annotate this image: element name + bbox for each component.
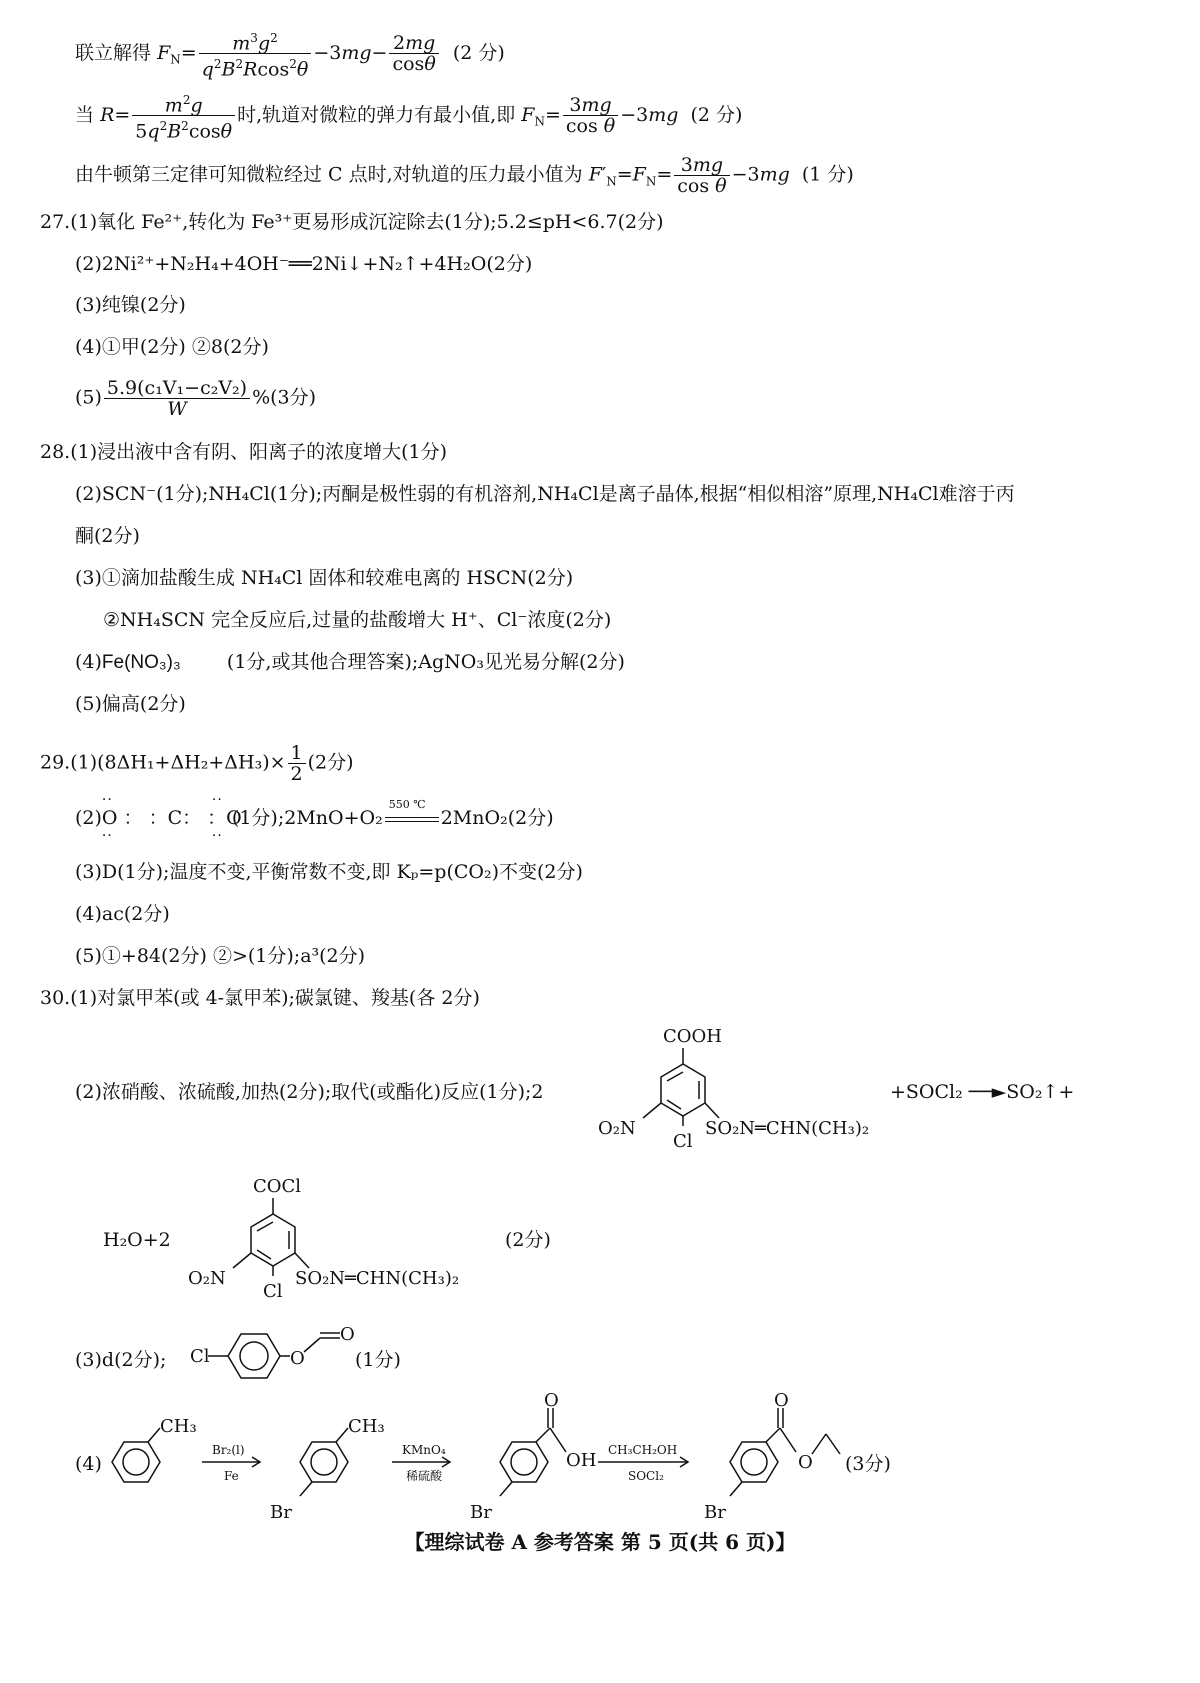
bond xyxy=(705,1103,719,1118)
step3-reagent: CH₃CH₂OH xyxy=(608,1443,678,1457)
bond xyxy=(826,1434,840,1454)
equal-bar xyxy=(385,817,439,818)
q29-p2-condition: 550 ℃ xyxy=(388,798,426,811)
q27-part-2: (2)2Ni²⁺+N₂H₄+4OH⁻══2Ni↓+N₂↑+4H₂O(2分) xyxy=(75,253,533,275)
cl-label: Cl xyxy=(263,1281,283,1302)
br-label: Br xyxy=(704,1502,726,1523)
physics-l2-middle: 时,轨道对微粒的弹力有最小值,即 xyxy=(237,103,516,126)
reaction-arrow xyxy=(383,798,441,831)
reactant-structure xyxy=(595,1022,895,1172)
q30-part-3-score: (1分) xyxy=(355,1349,401,1371)
physics-l1-score: (2 分) xyxy=(452,41,505,64)
bond xyxy=(780,1428,796,1452)
bond xyxy=(536,1428,550,1442)
no2-label: O₂N xyxy=(598,1118,636,1139)
cl-label: Cl xyxy=(673,1131,693,1152)
q30-part-2-prefix: (2)浓硝酸、浓硫酸,加热(2分);取代(或酯化)反应(1分);2 xyxy=(75,1081,544,1103)
so2-label: SO₂N═CHN(CH₃)₂ xyxy=(295,1268,460,1289)
q30-line-1 xyxy=(40,986,480,1010)
bond xyxy=(148,1428,160,1442)
q28-part-5: (5)偏高(2分) xyxy=(75,693,186,715)
bond xyxy=(812,1434,826,1454)
o-label: O xyxy=(774,1390,789,1411)
q27-part-3: (3)纯镍(2分) xyxy=(75,294,186,316)
step2-reagent: KMnO₄ xyxy=(402,1443,446,1457)
physics-l1-prefix: 联立解得 xyxy=(75,41,152,64)
q28-p4-suffix: (1分,或其他合理答案);AgNO₃见光易分解(2分) xyxy=(226,651,625,673)
aromatic-circle xyxy=(511,1449,537,1475)
q28-part-2a: (2)SCN⁻(1分);NH₄Cl(1分);丙酮是极性弱的有机溶剂,NH₄Cl是离子晶体,根据“相似相溶”原理,NH₄Cl难溶于丙 xyxy=(75,483,1015,505)
step2-condition: 稀硫酸 xyxy=(406,1469,443,1483)
q28-part-1: (1)浸出液中含有阴、阳离子的浓度增大(1分) xyxy=(70,441,448,463)
q29-p2-prefix: (2) xyxy=(75,807,102,829)
q30-number: 30. xyxy=(40,987,71,1009)
oh-label: OH xyxy=(566,1450,597,1471)
physics-line-1: 联立解得 $F_N=$ $\frac{m^3g^2}{q^2B^2Rcos^2\theta}$ −3mg− $\frac{2mg}{\cos\theta}$ (2 分) xyxy=(75,28,505,80)
ch3-label: CH₃ xyxy=(348,1416,385,1437)
bond xyxy=(730,1482,742,1496)
co2-electron-dot-formula: ·· ·· ·· ·· O ： ：C： ：O xyxy=(102,806,232,830)
physics-l3-prefix: 由牛顿第三定律可知微粒经过 C 点时,对轨道的压力最小值为 xyxy=(75,163,583,186)
q27-part-5 xyxy=(75,378,316,419)
bond xyxy=(295,1253,309,1268)
physics-l2-prefix: 当 xyxy=(75,103,95,126)
q27-p5-denominator: W xyxy=(167,398,187,420)
q27-p5-suffix: %(3分) xyxy=(252,386,317,409)
physics-l2-score: (2 分) xyxy=(690,103,743,126)
q29-part-2 xyxy=(75,792,554,844)
cocl-label: COCl xyxy=(253,1176,302,1197)
q27-p5-numerator: 5.9(c₁V₁−c₂V₂) xyxy=(104,378,250,399)
q27-number: 27. xyxy=(40,211,71,233)
q27-part-1: (1)氧化 Fe²⁺,转化为 Fe³⁺更易形成沉淀除去(1分);5.2≤pH<6.7(2分) xyxy=(70,211,664,233)
q29-number: 29. xyxy=(40,751,71,774)
q29-p1-prefix: (1)(8ΔH₁+ΔH₂+ΔH₃)× xyxy=(70,751,286,774)
benzene-ring xyxy=(500,1442,548,1482)
q30-part-1: (1)对氯甲苯(或 4-氯甲苯);碳氯键、羧基(各 2分) xyxy=(70,987,480,1009)
no2-label: O₂N xyxy=(188,1268,226,1289)
aromatic-circle xyxy=(741,1449,767,1475)
bond xyxy=(766,1428,780,1442)
aromatic-circle xyxy=(123,1449,149,1475)
q30-part-3-prefix: (3)d(2分); xyxy=(75,1349,167,1371)
q29-p2-mid: (1分);2MnO+O₂ xyxy=(231,807,383,829)
q28-part-4 xyxy=(75,650,625,675)
step1-catalyst: Fe xyxy=(224,1469,239,1483)
page-footer: 【理综试卷 A 参考答案 第 5 页(共 6 页)】 xyxy=(404,1530,796,1554)
aromatic-circle xyxy=(240,1342,268,1370)
aromatic-circle xyxy=(311,1449,337,1475)
q30-part-4-prefix: (4) xyxy=(75,1453,102,1475)
bond xyxy=(233,1253,251,1268)
q28-part-3b: ②NH₄SCN 完全反应后,过量的盐酸增大 H⁺、Cl⁻浓度(2分) xyxy=(103,609,612,631)
bond xyxy=(667,1072,683,1081)
q28-part-2b: 酮(2分) xyxy=(75,525,140,547)
q28-line-1 xyxy=(40,440,447,464)
q28-p4-formula: Fe(NO₃)₃ xyxy=(101,652,181,673)
ch3-label: CH₃ xyxy=(160,1416,197,1437)
bond xyxy=(257,1222,273,1231)
q29-p1-denominator: 2 xyxy=(290,763,303,785)
q29-p1-numerator: 1 xyxy=(288,743,306,764)
o-label: O xyxy=(290,1348,305,1369)
br-label: Br xyxy=(470,1502,492,1523)
o-label: O xyxy=(340,1324,355,1345)
o-label: O xyxy=(798,1452,813,1473)
q27-line-1 xyxy=(40,210,664,234)
o-label: O xyxy=(544,1390,559,1411)
q29-part-4: (4)ac(2分) xyxy=(75,903,170,925)
product-structure xyxy=(185,1172,505,1322)
q30-part-4-score: (3分) xyxy=(845,1453,891,1475)
lone-pair-dots: ·· xyxy=(101,792,113,808)
bond xyxy=(304,1338,320,1352)
synthesis-route xyxy=(100,1390,940,1530)
lone-pair-dots: ·· xyxy=(101,828,113,844)
q29-p1-suffix: (2分) xyxy=(307,751,354,774)
bond xyxy=(500,1482,512,1496)
q29-p1-fraction xyxy=(288,743,306,784)
bond xyxy=(643,1103,661,1118)
benzene-ring xyxy=(228,1334,280,1378)
q29-line-1 xyxy=(40,743,354,784)
lone-pair-dots: ·· xyxy=(211,828,223,844)
q30-part-2-right: +SOCl₂ ──►SO₂↑+ xyxy=(890,1081,1075,1103)
physics-line-3: 由牛顿第三定律可知微粒经过 C 点时,对轨道的压力最小值为 $F'_N=F_N=$ $\frac{3mg}{\text{cos θ}}$ −3mg (1 分) xyxy=(75,154,854,197)
step1-reagent: Br₂(l) xyxy=(212,1443,245,1457)
q30-part-2-continuation: H₂O+2 xyxy=(103,1229,171,1251)
q29-part-3: (3)D(1分);温度不变,平衡常数不变,即 Kₚ=p(CO₂)不变(2分) xyxy=(75,861,583,883)
benzene-ring xyxy=(730,1442,778,1482)
q28-p4-prefix: (4) xyxy=(75,651,102,673)
benzene-ring xyxy=(300,1442,348,1482)
step3-catalyst: SOCl₂ xyxy=(628,1469,664,1483)
equal-bar xyxy=(385,821,439,822)
q29-part-5: (5)①+84(2分) ②>(1分);a³(2分) xyxy=(75,945,366,967)
q27-p5-fraction xyxy=(104,378,250,419)
q29-p2-suffix: 2MnO₂(2分) xyxy=(440,807,554,829)
so2-label: SO₂N═CHN(CH₃)₂ xyxy=(705,1118,870,1139)
bond xyxy=(300,1482,312,1496)
br-label: Br xyxy=(270,1502,292,1523)
q27-p5-prefix: (5) xyxy=(75,386,102,409)
q27-part-4: (4)①甲(2分) ②8(2分) xyxy=(75,336,269,358)
lone-pair-dots: ·· xyxy=(211,792,223,808)
physics-l3-score: (1 分) xyxy=(801,163,854,186)
benzene-ring xyxy=(112,1442,160,1482)
q28-part-3a: (3)①滴加盐酸生成 NH₄Cl 固体和较难电离的 HSCN(2分) xyxy=(75,567,574,589)
physics-line-2: 当 R= $\frac{m^2g}{5q^2B^2\cos\theta}$ 时,轨道对微粒的弹力有最小值,即 $F_N=$ $\frac{3mg}{\text{cos θ}}$ −3mg (2 分) xyxy=(75,90,742,142)
q30-part-2-score: (2分) xyxy=(505,1229,551,1251)
cooh-label: COOH xyxy=(663,1026,722,1047)
q28-number: 28. xyxy=(40,441,71,463)
cl-label: Cl xyxy=(190,1346,210,1367)
bond xyxy=(336,1428,348,1442)
bond xyxy=(550,1428,566,1452)
